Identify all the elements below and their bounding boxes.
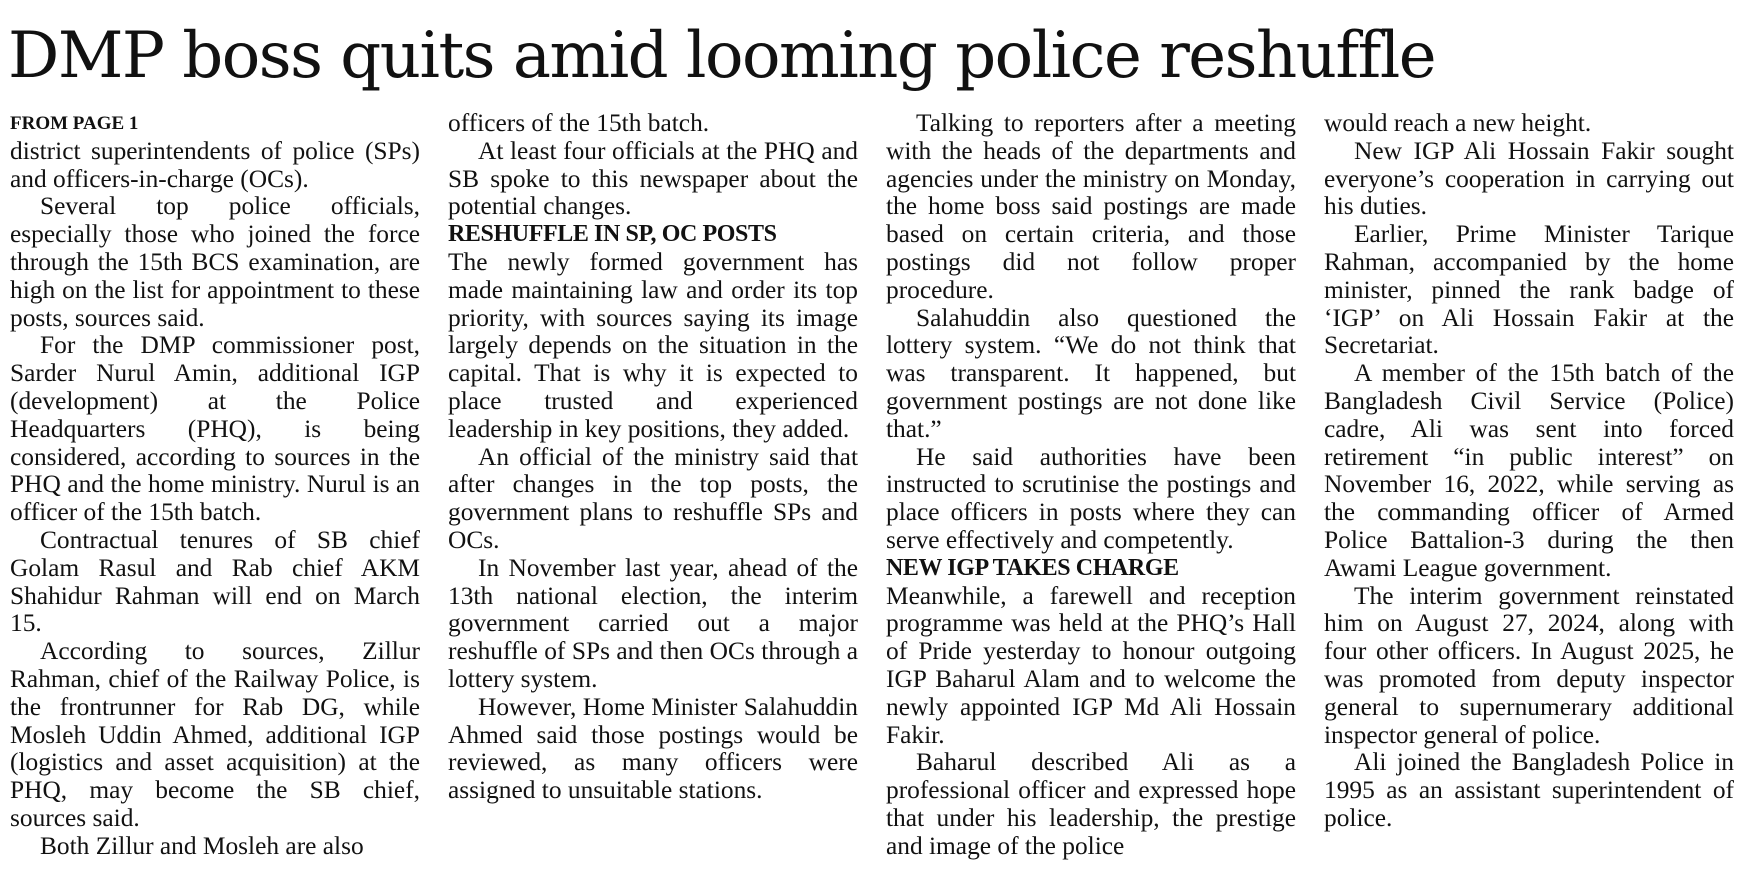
article-column-3	[886, 110, 1296, 861]
paragraph: However, Home Minister Salahuddin Ahmed said those postings would be reviewed, as many officers were assigned to unsuitable stations.	[448, 692, 858, 805]
paragraph: Earlier, Prime Minister Tarique Rahman, accompanied by the home minister, pinned the rank badge of ‘IGP’ on Ali Hossain Fakir at the Secretariat.	[1324, 220, 1734, 360]
paragraph: district superintendents of police (SPs) and officers-in-charge (OCs).	[10, 136, 420, 193]
subheading: RESHUFFLE IN SP, OC POSTS	[448, 221, 777, 248]
paragraph: Several top police officials, especially those who joined the force through the 15th BCS examination, are high on the list for appointment to these posts, sources said.	[10, 192, 420, 332]
paragraph: Both Zillur and Mosleh are also	[40, 831, 364, 860]
paragraph: Meanwhile, a farewell and reception programme was held at the PHQ’s Hall of Pride yesterday to honour outgoing IGP Baharul Alam and to welcome the newly appointed IGP Md Ali Hossain Fakir.	[886, 581, 1296, 749]
paragraph: He said authorities have been instructed to scrutinise the postings and place officers in posts where they can serve effectively and competently.	[886, 442, 1296, 554]
paragraph: would reach a new height.	[1324, 109, 1592, 137]
continued-from-label: FROM PAGE 1	[10, 113, 139, 134]
subheading: NEW IGP TAKES CHARGE	[886, 554, 1179, 581]
paragraph: Salahuddin also questioned the lottery system. “We do not think that was transparent. It happened, but government postings are not done like that.”	[886, 303, 1296, 443]
paragraph: The newly formed government has made maintaining law and order its top priority, with sources saying its image largely depends on the situation in the capital. That is why it is expected to place trusted and experienced leadership in key positions, they added.	[448, 247, 858, 443]
paragraph: officers of the 15th batch.	[448, 109, 710, 137]
paragraph: Baharul described Ali as a professional officer and expressed hope that under his leadership, the prestige and image of the police	[886, 748, 1296, 860]
article-column-1	[10, 110, 420, 861]
paragraph: For the DMP commissioner post, Sarder Nurul Amin, additional IGP (development) at the Police Headquarters (PHQ), is being considered, according to sources in the PHQ and the home ministry. Nurul is an officer of the 15th batch.	[10, 331, 420, 527]
paragraph: According to sources, Zillur Rahman, chief of the Railway Police, is the frontrunner for Rab DG, while Mosleh Uddin Ahmed, additional IGP (logistics and asset acquisition) at the PHQ, may become the SB chief, sources said.	[10, 637, 420, 832]
article-column-2	[448, 110, 858, 805]
paragraph: Ali joined the Bangladesh Police in 1995 as an assistant superintendent of police.	[1324, 748, 1734, 832]
paragraph: New IGP Ali Hossain Fakir sought everyone’s cooperation in carrying out his duties.	[1324, 136, 1734, 221]
paragraph: An official of the ministry said that after changes in the top posts, the government plans to reshuffle SPs and OCs.	[448, 442, 858, 554]
paragraph: The interim government reinstated him on August 27, 2024, along with four other officers. In August 2025, he was promoted from deputy inspector general to supernumerary additional inspector general of police.	[1324, 581, 1734, 749]
headline: DMP boss quits amid looming police reshuffle	[8, 19, 1436, 93]
paragraph: Contractual tenures of SB chief Golam Rasul and Rab chief AKM Shahidur Rahman will end on March 15.	[10, 525, 420, 638]
article-column-4	[1324, 110, 1734, 833]
paragraph: At least four officials at the PHQ and SB spoke to this newspaper about the potential changes.	[448, 136, 858, 221]
paragraph: A member of the 15th batch of the Bangladesh Civil Service (Police) cadre, Ali was sent into forced retirement “in public interest” on November 16, 2022, while serving as the commanding officer of Armed Police Battalion-3 during the then Awami League government.	[1324, 359, 1734, 582]
paragraph: Talking to reporters after a meeting with the heads of the departments and agencies under the ministry on Monday, the home boss said postings are made based on certain criteria, and those postings did not follow proper procedure.	[886, 109, 1296, 304]
paragraph: In November last year, ahead of the 13th national election, the interim government carried out a major reshuffle of SPs and then OCs through a lottery system.	[448, 553, 858, 693]
